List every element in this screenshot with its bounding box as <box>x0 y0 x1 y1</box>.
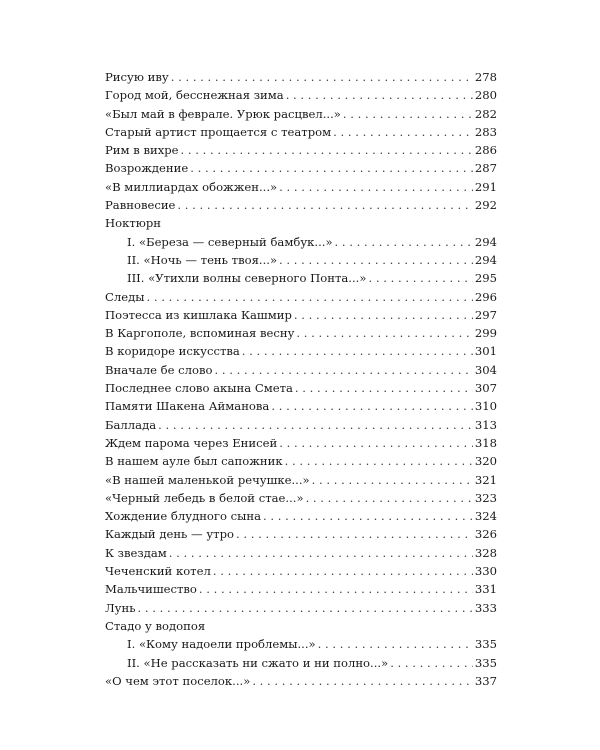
toc-page-number: 324 <box>474 509 497 524</box>
toc-page-number: 292 <box>474 198 497 213</box>
dot-leader <box>286 86 473 104</box>
toc-entry-title: В нашем ауле был сапожник <box>105 454 283 469</box>
toc-entry-title: Следы <box>105 289 145 304</box>
toc-page-number: 294 <box>474 252 497 267</box>
toc-entry[interactable] <box>105 580 497 598</box>
toc-page-number: 287 <box>474 161 497 176</box>
toc-section-heading: Стадо у водопоя <box>105 618 206 633</box>
toc-entry[interactable] <box>105 525 497 543</box>
dot-leader <box>368 269 472 287</box>
toc-entry-title: Лунь <box>105 600 136 615</box>
dot-leader <box>263 507 473 525</box>
dot-leader <box>236 525 473 543</box>
toc-entry[interactable] <box>105 361 497 379</box>
toc-entry-title: Рисую иву <box>105 70 169 84</box>
dot-leader <box>295 379 473 397</box>
toc-entry-title: Памяти Шакена Айманова <box>105 399 270 414</box>
toc-entry-title: «В нашей маленькой речушке...» <box>105 472 310 487</box>
dot-leader <box>318 635 473 653</box>
toc-page-number: 295 <box>474 271 497 286</box>
toc-page-number: 337 <box>474 673 497 688</box>
dot-leader <box>199 580 473 598</box>
toc-page-number: 299 <box>474 326 497 341</box>
toc-entry-title: Хождение блудного сына <box>105 509 262 524</box>
toc-entry-title: «Черный лебедь в белой стае...» <box>105 490 304 505</box>
toc-entry[interactable] <box>105 672 497 690</box>
toc-page-number: 320 <box>474 454 497 469</box>
toc-entry-title: Возрождение <box>105 161 189 176</box>
dot-leader <box>215 361 473 379</box>
toc-page-number: 282 <box>474 106 497 121</box>
toc-page-number: 326 <box>474 527 497 542</box>
toc-entry-title: Вначале бе слово <box>105 362 213 377</box>
toc-entry-title: Город мой, бесснежная зима <box>105 88 284 103</box>
toc-entry-title: «В миллиардах обожжен...» <box>105 179 278 194</box>
toc-entry[interactable] <box>105 434 497 452</box>
toc-page-number: 278 <box>474 70 497 84</box>
toc-entry-title: I. «Береза — северный бамбук...» <box>127 234 333 249</box>
toc-entry[interactable] <box>105 306 497 324</box>
toc-entry[interactable] <box>105 196 497 214</box>
toc-page-number: 297 <box>474 307 497 322</box>
toc-subentry[interactable] <box>105 635 497 653</box>
dot-leader <box>312 471 473 489</box>
toc-page-number: 330 <box>474 564 497 579</box>
dot-leader <box>333 123 473 141</box>
toc-entry-title: Каждый день — утро <box>105 527 234 542</box>
toc-entry[interactable] <box>105 489 497 507</box>
toc-entry-title: Последнее слово акына Смета <box>105 381 293 396</box>
toc-entry-title: Старый артист прощается с театром <box>105 124 332 139</box>
toc-entry-title: Баллада <box>105 417 157 432</box>
toc-page-number: 296 <box>474 289 497 304</box>
toc-entry-title: II. «Ночь — тень твоя...» <box>127 252 278 267</box>
table-of-contents <box>105 68 497 690</box>
toc-entry[interactable] <box>105 599 497 617</box>
toc-page-number: 323 <box>474 490 497 505</box>
toc-page-number: 335 <box>474 655 497 670</box>
dot-leader <box>343 105 473 123</box>
dot-leader <box>171 68 473 86</box>
toc-entry[interactable] <box>105 141 497 159</box>
dot-leader <box>294 306 473 324</box>
toc-page-number: 321 <box>474 472 497 487</box>
toc-entry[interactable] <box>105 86 497 104</box>
toc-page-number: 310 <box>474 399 497 414</box>
toc-page-number: 313 <box>474 417 497 432</box>
toc-entry[interactable] <box>105 123 497 141</box>
toc-section-heading: Ноктюрн <box>105 216 161 231</box>
toc-entry[interactable] <box>105 416 497 434</box>
toc-page-number: 328 <box>474 545 497 560</box>
toc-page-number: 283 <box>474 124 497 139</box>
toc-entry[interactable] <box>105 452 497 470</box>
toc-entry-title: Рим в вихре <box>105 143 179 158</box>
dot-leader <box>279 251 473 269</box>
toc-page-number: 301 <box>474 344 497 359</box>
dot-leader <box>271 397 473 415</box>
toc-page-number: 318 <box>474 435 497 450</box>
toc-subentry[interactable] <box>105 233 497 251</box>
dot-leader <box>390 654 473 672</box>
dot-leader <box>285 452 473 470</box>
toc-entry-title: Ждем парома через Енисей <box>105 435 278 450</box>
toc-page-number: 294 <box>474 234 497 249</box>
dot-leader <box>158 416 473 434</box>
toc-entry-title: Чеченский котел <box>105 564 211 579</box>
toc-page-number: 331 <box>474 582 497 597</box>
dot-leader <box>335 233 473 251</box>
toc-entry[interactable] <box>105 105 497 123</box>
toc-entry[interactable] <box>105 68 497 86</box>
dot-leader <box>146 288 472 306</box>
dot-leader <box>181 141 473 159</box>
toc-entry-title: III. «Утихли волны северного Понта...» <box>127 271 367 286</box>
toc-entry[interactable] <box>105 159 497 177</box>
toc-entry[interactable] <box>105 379 497 397</box>
dot-leader <box>169 544 473 562</box>
toc-entry-title: Равновесие <box>105 198 176 213</box>
toc-entry-title: «О чем этот поселок...» <box>105 673 251 688</box>
dot-leader <box>190 159 473 177</box>
toc-subentry[interactable] <box>105 654 497 672</box>
toc-entry[interactable] <box>105 288 497 306</box>
toc-entry-title: В Каргополе, вспоминая весну <box>105 326 295 341</box>
toc-entry[interactable] <box>105 562 497 580</box>
toc-entry-title: I. «Кому надоели проблемы...» <box>127 637 316 652</box>
toc-page-number: 291 <box>474 179 497 194</box>
toc-page-number: 307 <box>474 381 497 396</box>
toc-page-number: 335 <box>474 637 497 652</box>
toc-entry[interactable] <box>105 507 497 525</box>
dot-leader <box>306 489 473 507</box>
toc-entry-title: «Был май в феврале. Урюк расцвел...» <box>105 106 341 121</box>
dot-leader <box>296 324 472 342</box>
toc-entry[interactable] <box>105 178 497 196</box>
dot-leader <box>279 434 473 452</box>
toc-subentry[interactable] <box>105 269 497 287</box>
toc-page-number: 280 <box>474 88 497 103</box>
dot-leader <box>242 342 473 360</box>
toc-subentry[interactable] <box>105 251 497 269</box>
dot-leader <box>252 672 473 690</box>
dot-leader <box>279 178 473 196</box>
toc-entry-title: Мальчишество <box>105 582 197 597</box>
toc-entry-title: К звездам <box>105 545 167 560</box>
toc-entry[interactable] <box>105 544 497 562</box>
dot-leader <box>177 196 472 214</box>
dot-leader <box>213 562 473 580</box>
toc-page-number: 286 <box>474 143 497 158</box>
toc-entry[interactable] <box>105 342 497 360</box>
toc-entry-title: Поэтесса из кишлака Кашмир <box>105 307 292 322</box>
toc-entry-title: II. «Не рассказать ни сжато и ни полно...» <box>127 655 389 670</box>
dot-leader <box>138 599 473 617</box>
toc-entry[interactable] <box>105 471 497 489</box>
toc-entry[interactable] <box>105 397 497 415</box>
toc-entry-title: В коридоре искусства <box>105 344 240 359</box>
toc-entry[interactable] <box>105 324 497 342</box>
toc-page-number: 304 <box>474 362 497 377</box>
toc-page-number: 333 <box>474 600 497 615</box>
